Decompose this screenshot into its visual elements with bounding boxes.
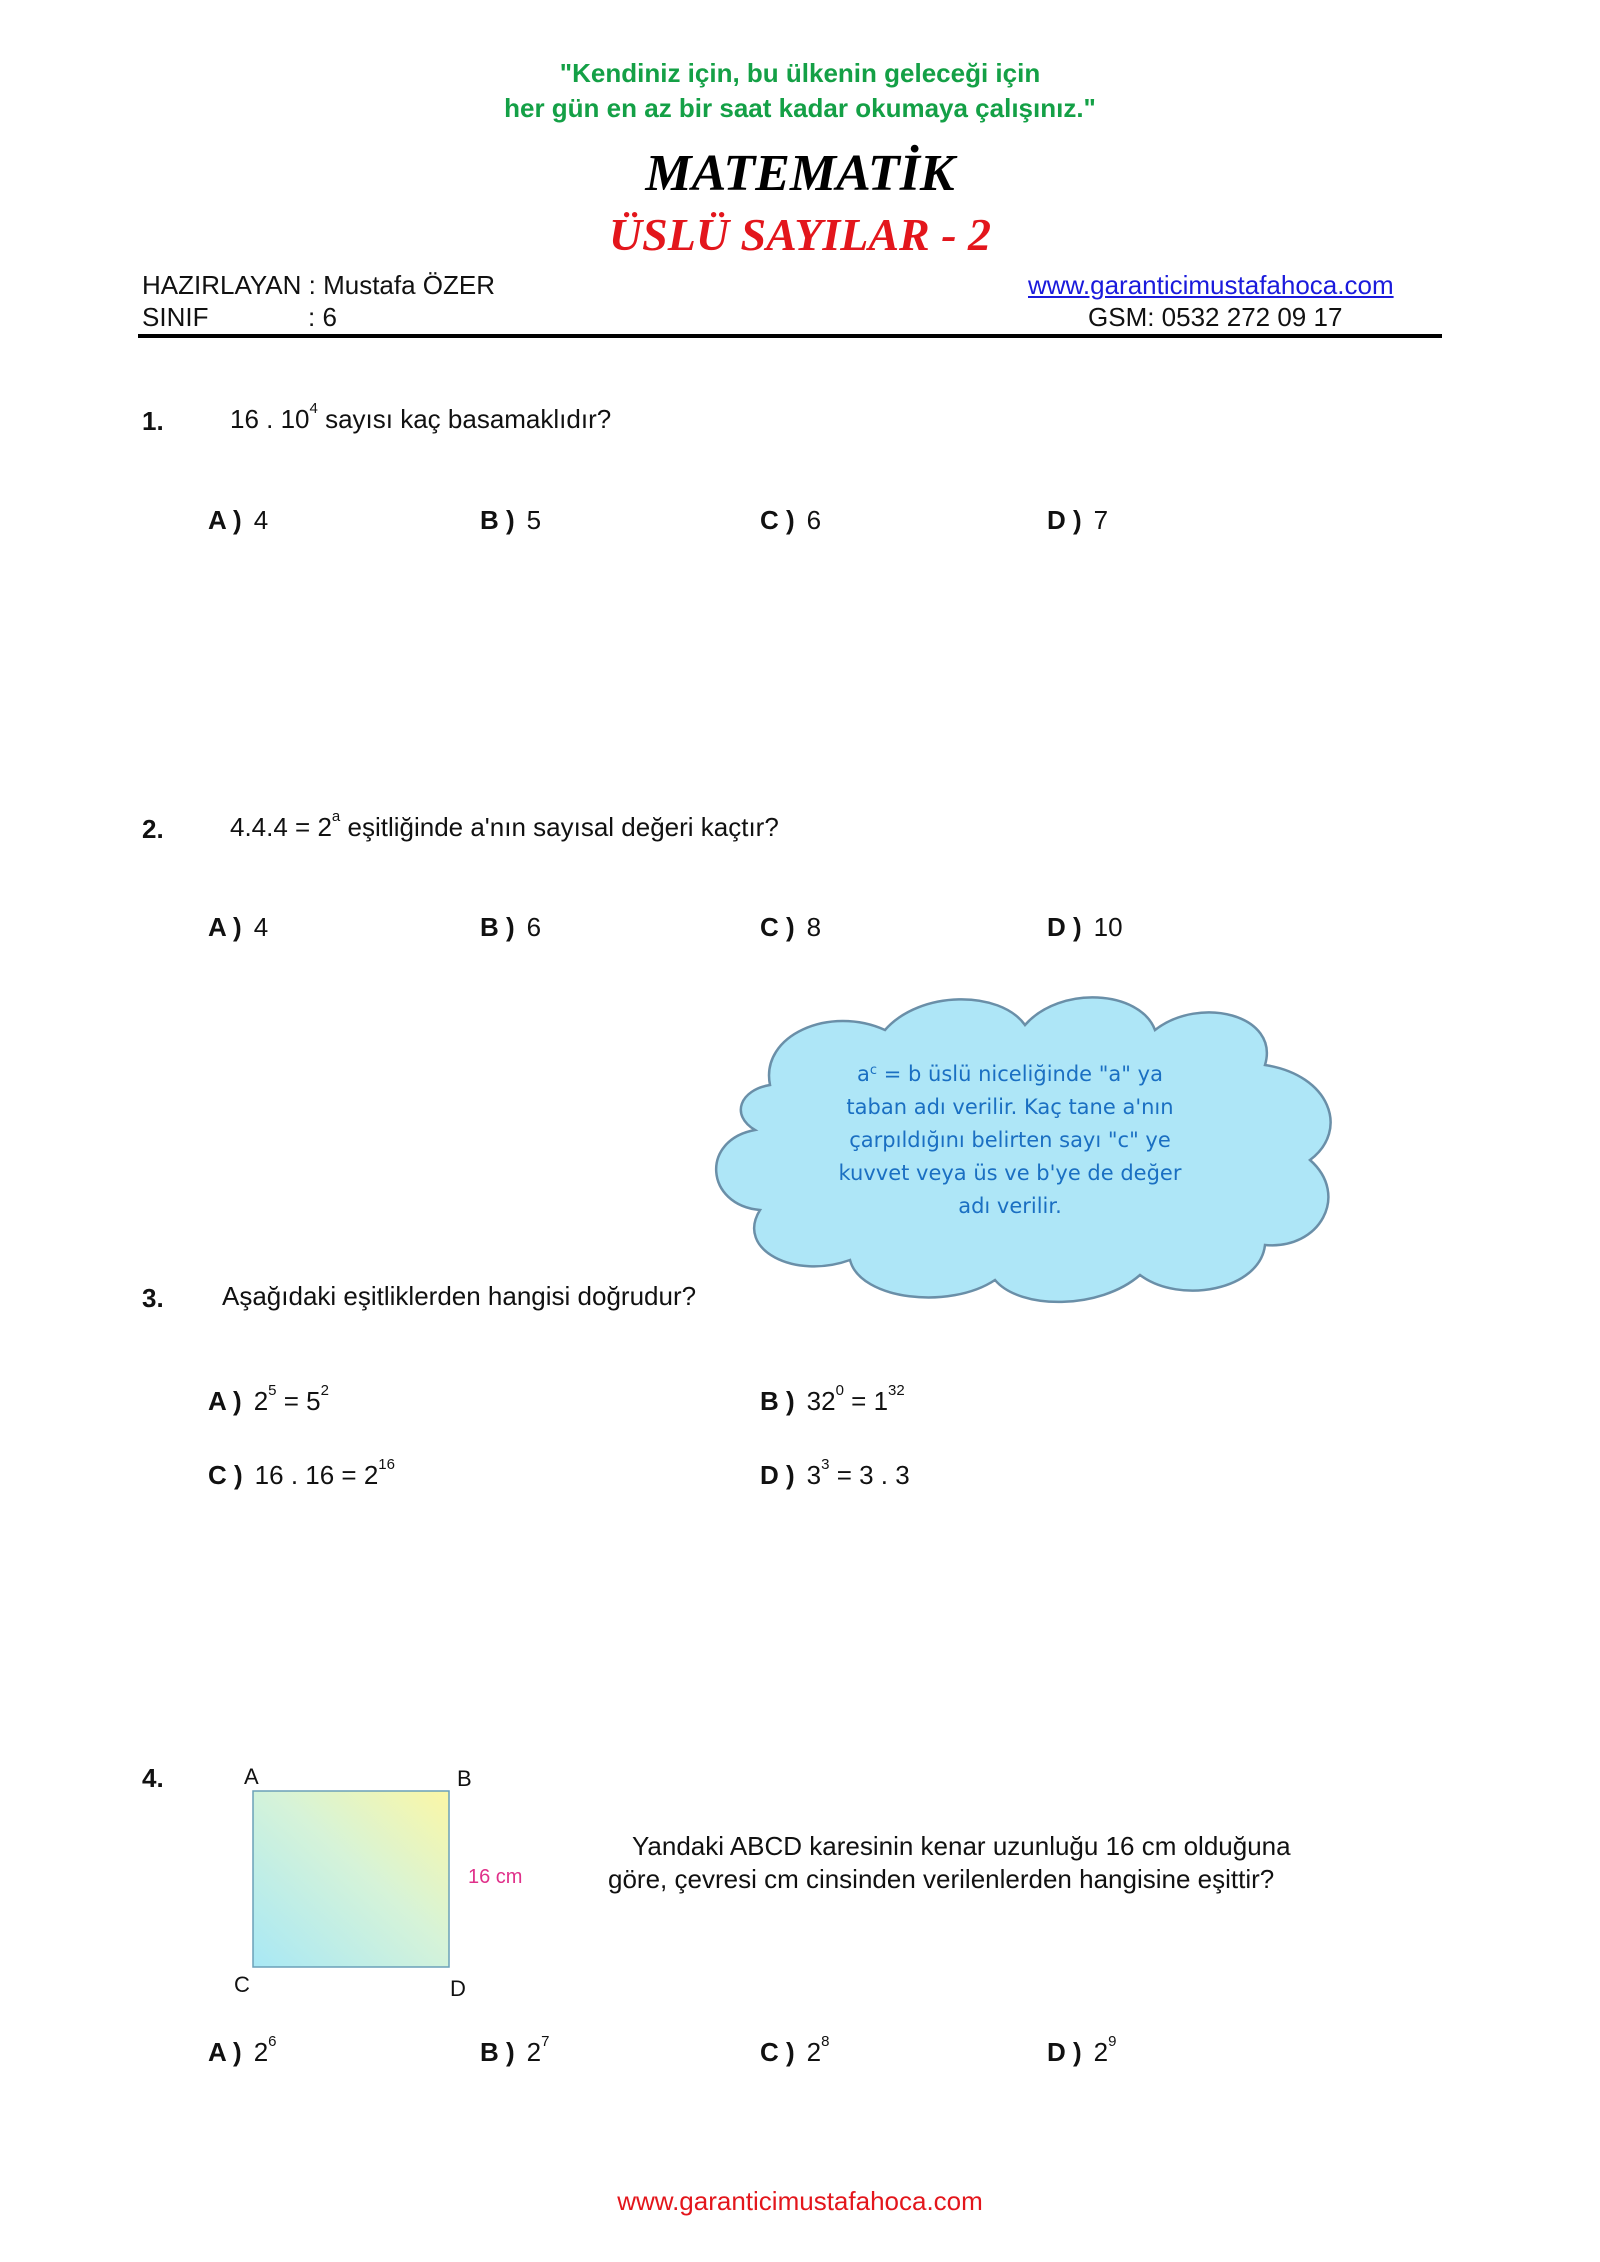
square-vertex-c: C bbox=[234, 1972, 250, 1997]
question-3-option-a[interactable]: A ) $2^5 = 5^2$ bbox=[208, 1382, 329, 1416]
question-3-text: Aşağıdaki eşitliklerden hangisi doğrudur? bbox=[222, 1281, 697, 1311]
question-4-text-line-2: göre, çevresi cm cinsinden verilenlerden hangisine eşittir? bbox=[608, 1864, 1275, 1894]
question-1-option-b[interactable]: B ) 5 bbox=[480, 505, 542, 535]
class-label: SINIF bbox=[142, 302, 209, 332]
question-1-text: 16 . $10^4$ sayısı kaç basamaklıdır? bbox=[230, 400, 612, 434]
question-2-option-c[interactable]: C ) 8 bbox=[760, 912, 822, 942]
question-4-option-a[interactable]: A ) $2^6$ bbox=[208, 2033, 277, 2067]
info-cloud-text bbox=[810, 1058, 1210, 1223]
square-abcd-shape bbox=[252, 1790, 452, 1970]
website-link[interactable]: www.garanticimustafahoca.com bbox=[1028, 270, 1394, 300]
page-subtitle: ÜSLÜ SAYILAR - 2 bbox=[608, 209, 992, 260]
info-cloud-line-1: $a^c = b$ üslü niceliğinde "a" ya bbox=[857, 1062, 1163, 1086]
motto-line-1: "Kendiniz için, bu ülkenin geleceği için bbox=[559, 58, 1041, 88]
question-3-option-d[interactable]: D ) $3^3 = 3$ . 3 bbox=[760, 1456, 910, 1490]
question-2-option-d[interactable]: D ) 10 bbox=[1047, 912, 1123, 942]
motto-line-2: her gün en az bir saat kadar okumaya çalışınız." bbox=[504, 93, 1096, 123]
question-4-option-d[interactable]: D ) $2^9$ bbox=[1047, 2033, 1117, 2067]
author-label: HAZIRLAYAN : Mustafa ÖZER bbox=[142, 270, 496, 300]
question-4-number: 4. bbox=[142, 1763, 164, 1793]
question-1-option-a[interactable]: A ) 4 bbox=[208, 505, 269, 535]
square-side-label: 16 cm bbox=[468, 1866, 523, 1888]
header-divider bbox=[138, 334, 1442, 338]
question-2-number: 2. bbox=[142, 814, 164, 844]
question-2-option-a[interactable]: A ) 4 bbox=[208, 912, 269, 942]
question-4-option-b[interactable]: B ) $2^7$ bbox=[480, 2033, 550, 2067]
question-1-number: 1. bbox=[142, 406, 164, 436]
info-cloud-line-2: taban adı verilir. Kaç tane a'nın bbox=[846, 1095, 1174, 1119]
info-cloud-line-5: adı verilir. bbox=[958, 1194, 1062, 1218]
class-value: : 6 bbox=[308, 302, 337, 332]
footer-website[interactable]: www.garanticimustafahoca.com bbox=[617, 2186, 983, 2216]
gsm-number: GSM: 0532 272 09 17 bbox=[1088, 302, 1343, 332]
question-4-option-c[interactable]: C ) $2^8$ bbox=[760, 2033, 830, 2067]
question-2-option-b[interactable]: B ) 6 bbox=[480, 912, 542, 942]
question-3-option-c[interactable]: C ) 16 . $16 = 2^{16}$ bbox=[208, 1456, 395, 1490]
square-vertex-a: A bbox=[244, 1764, 259, 1789]
question-4-text-line-1: Yandaki ABCD karesinin kenar uzunluğu 16 cm olduğuna bbox=[632, 1831, 1291, 1861]
square-vertex-b: B bbox=[457, 1766, 472, 1791]
question-3-option-b[interactable]: B ) $32^0 = 1^{32}$ bbox=[760, 1382, 905, 1416]
question-1-option-c[interactable]: C ) 6 bbox=[760, 505, 822, 535]
question-1-option-d[interactable]: D ) 7 bbox=[1047, 505, 1109, 535]
question-3-number: 3. bbox=[142, 1283, 164, 1313]
info-cloud-line-4: kuvvet veya üs ve b'ye de değer bbox=[838, 1161, 1182, 1185]
info-cloud-line-3: çarpıldığını belirten sayı "c" ye bbox=[849, 1128, 1171, 1152]
question-2-text: $4.4.4 = 2^a$ eşitliğinde a'nın sayısal değeri kaçtır? bbox=[230, 808, 779, 842]
square-vertex-d: D bbox=[450, 1976, 466, 2001]
page-title: MATEMATİK bbox=[645, 145, 955, 202]
